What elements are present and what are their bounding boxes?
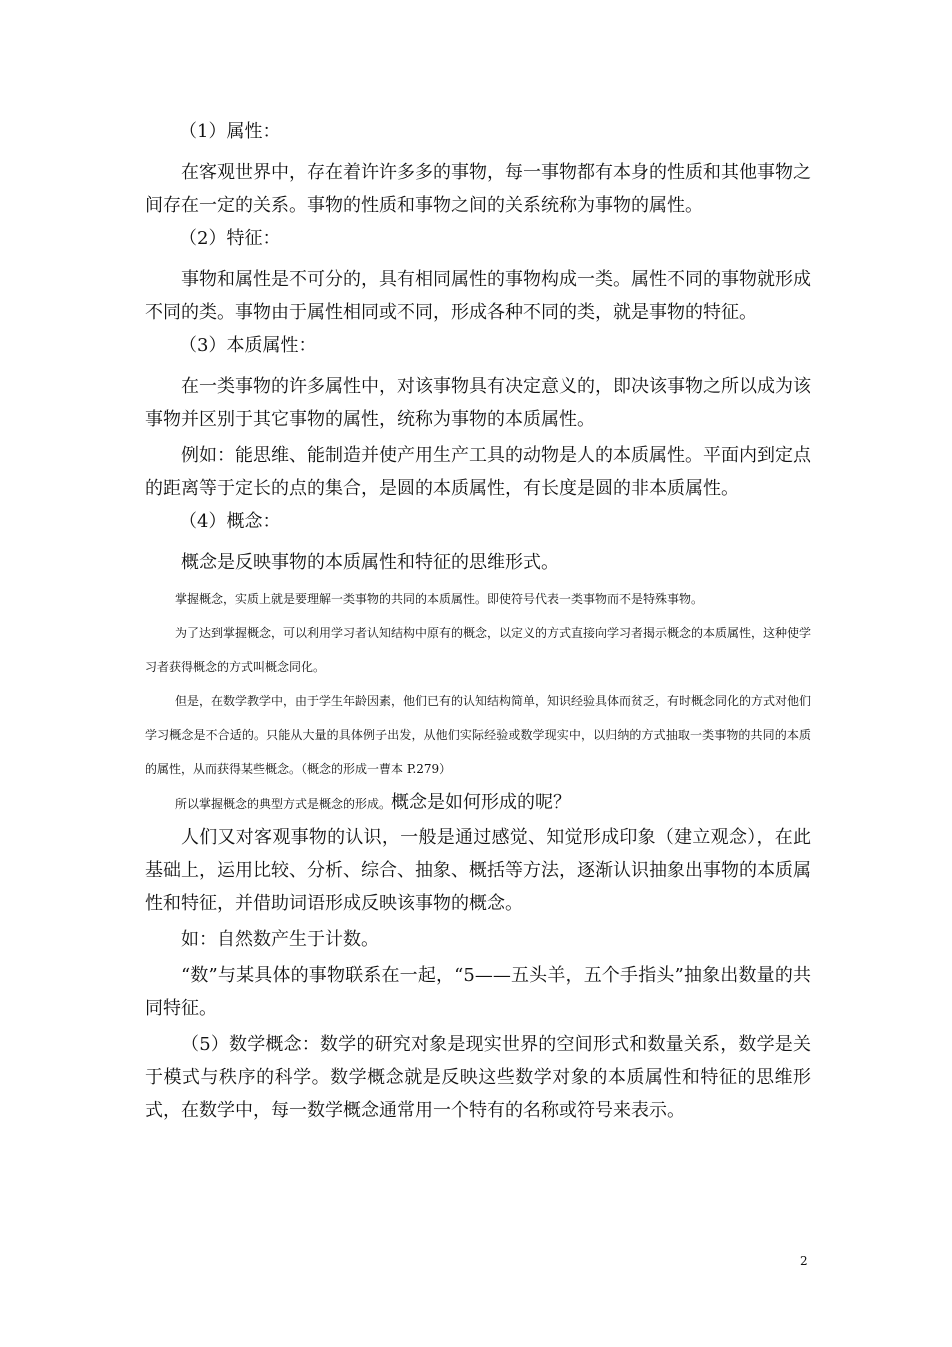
text-column	[145, 118, 811, 1130]
paragraph-cognition: 人们又对客观事物的认识，一般是通过感觉、知觉形成印象（建立观念），在此基础上，运用比较、分析、综合、抽象、概括等方法，逐渐认识抽象出事物的本质属性和特征，并借助词语形成反映该事物的概念。	[145, 827, 811, 914]
paragraph-concept-definition: 概念是反映事物的本质属性和特征的思维形式。	[181, 552, 559, 573]
paragraph-essential-attribute: 在一类事物的许多属性中，对该事物具有决定意义的，即决该事物之所以成为该事物并区别于其它事物的属性，统称为事物的本质属性。	[145, 376, 811, 430]
paragraph-number-example: “数”与某具体的事物联系在一起，“5——五头羊，五个手指头”抽象出数量的共同特征。	[145, 965, 811, 1019]
heading-feature: （2）特征：	[179, 228, 281, 249]
paragraph-attribute: 在客观世界中，存在着许许多多的事物，每一事物都有本身的性质和其他事物之间存在一定的关系。事物的性质和事物之间的关系统称为事物的属性。	[145, 162, 811, 216]
paragraph-feature: 事物和属性是不可分的，具有相同属性的事物构成一类。属性不同的事物就形成不同的类。事物由于属性相同或不同，形成各种不同的类，就是事物的特征。	[145, 269, 811, 323]
heading-attribute: （1）属性：	[179, 121, 281, 142]
formation-question-text: 概念是如何形成的呢？	[391, 792, 572, 813]
page-number: 2	[800, 1254, 808, 1268]
heading-concept: （4）概念：	[179, 511, 281, 532]
note-concept-formation: 但是，在数学教学中，由于学生年龄因素，他们已有的认知结构简单，知识经验具体而贫乏，有时概念同化的方式对他们学习概念是不合适的。只能从大量的具体例子出发，从他们实际经验或数学现实中，以归纳的方式抽取一类事物的共同的本质的属性，从而获得某些概念。（概念的形成一曹本 P.279）	[145, 694, 812, 776]
note-grasp-concept: 掌握概念，实质上就是要理解一类事物的共同的本质属性。即使符号代表一类事物而不是特殊事物。	[175, 592, 704, 606]
paragraph-formation-question	[145, 786, 811, 821]
formation-small-text: 所以掌握概念的典型方式是概念的形成。	[175, 797, 392, 811]
paragraph-natural-number: 如：自然数产生于计数。	[181, 929, 379, 950]
note-concept-assimilation: 为了达到掌握概念，可以利用学习者认知结构中原有的概念，以定义的方式直接向学习者揭示概念的本质属性，这种使学习者获得概念的方式叫概念同化。	[145, 626, 812, 674]
paragraph-math-concept: （5）数学概念：数学的研究对象是现实世界的空间形式和数量关系，数学是关于模式与秩序的科学。数学概念就是反映这些数学对象的本质属性和特征的思维形式，在数学中，每一数学概念通常用一个特有的名称或符号来表示。	[145, 1034, 811, 1121]
paragraph-example: 例如：能思维、能制造并使产用生产工具的动物是人的本质属性。平面内到定点的距离等于定长的点的集合，是圆的本质属性，有长度是圆的非本质属性。	[145, 445, 811, 499]
heading-essential-attribute: （3）本质属性：	[179, 335, 317, 356]
